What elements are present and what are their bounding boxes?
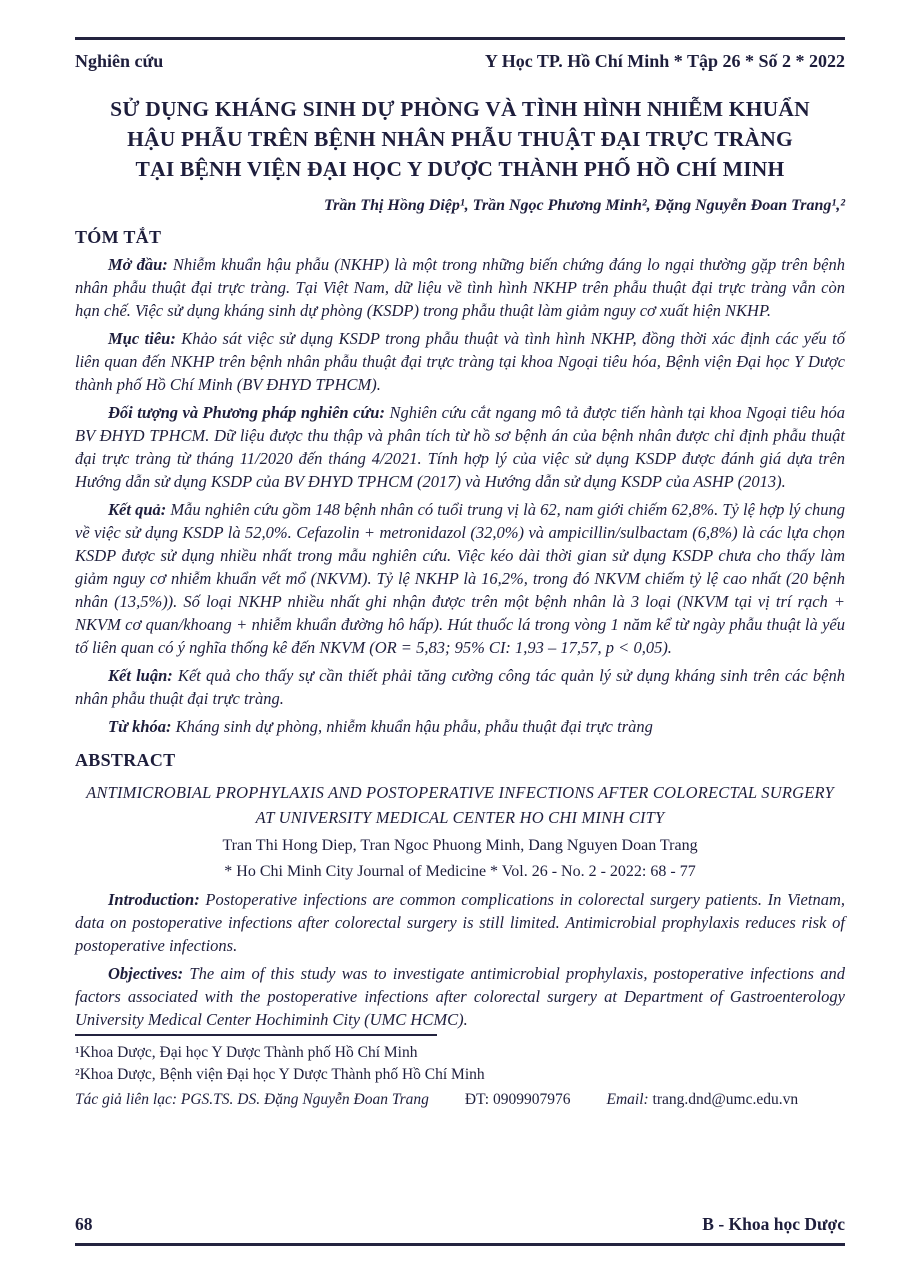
phone-label: ĐT: bbox=[464, 1091, 490, 1108]
affiliation-line-1: ¹Khoa Dược, Đại học Y Dược Thành phố Hồ Chí Minh bbox=[75, 1044, 418, 1061]
paragraph-label: Kết luận: bbox=[108, 666, 173, 685]
paragraph-label: Introduction: bbox=[108, 890, 200, 909]
para-tu-khoa bbox=[75, 715, 845, 738]
abstract-heading: ABSTRACT bbox=[75, 750, 176, 770]
paragraph-text: Kháng sinh dự phòng, nhiễm khuẩn hậu phẫu, phẫu thuật đại trực tràng bbox=[171, 717, 653, 736]
para-introduction bbox=[75, 888, 845, 957]
paragraph-label: Từ khóa: bbox=[108, 717, 172, 736]
para-ket-qua bbox=[75, 498, 845, 659]
para-objectives bbox=[75, 962, 845, 1031]
paragraph-label: Kết quả: bbox=[108, 500, 167, 519]
contact-author: Tác giả liên lạc: PGS.TS. DS. Đặng Nguyễn Đoan Trang bbox=[75, 1091, 429, 1108]
paragraph-text: Mẫu nghiên cứu gồm 148 bệnh nhân có tuổi trung vị là 62, nam giới chiếm 62,8%. Tỷ lệ hợp lý chung về việc sử dụng KSDP là 52,0%. Cefazolin + metronidazol (32,0%) và ampicillin/sulbactam (6,8%) là các lựa chọn KSDP được sử dụng nhiều nhất trong mẫu nghiên cứu. Việc kéo dài thời gian sử dụng KSDP chưa cho thấy làm giảm nguy cơ nhiễm khuẩn vết mổ (NKVM). Tỷ lệ NKHP là 16,2%, trong đó NKVM chiếm tỷ lệ cao nhất (20 bệnh nhân (13,5%)). Số loại NKHP nhiều nhất ghi nhận được trên một bệnh nhân là 3 loại (NKVM tại vị trí rạch + NKVM cơ quan/khoang + nhiễm khuẩn đường hô hấp). Hút thuốc lá trong vòng 1 năm kể từ ngày phẫu thuật là yếu tố liên quan có ý nghĩa thống kê đến NKVM (OR = 5,83; 95% CI: 1,93 – 17,57, p < 0,05). bbox=[75, 500, 845, 657]
journal-citation-line: * Ho Chi Minh City Journal of Medicine * Vol. 26 - No. 2 - 2022: 68 - 77 bbox=[224, 863, 696, 880]
affiliation-line-2: ²Khoa Dược, Bệnh viện Đại học Y Dược Thành phố Hồ Chí Minh bbox=[75, 1066, 485, 1083]
abstract-title-en: ANTIMICROBIAL PROPHYLAXIS AND POSTOPERATIVE INFECTIONS AFTER COLORECTAL SURGERY AT UNIVERSITY MEDICAL CENTER HO CHI MINH CITY bbox=[86, 783, 834, 827]
email-address: trang.dnd@umc.edu.vn bbox=[652, 1091, 799, 1108]
tomtat-heading: TÓM TẮT bbox=[75, 227, 162, 247]
section-footer-label: B - Khoa học Dược bbox=[702, 1214, 845, 1234]
para-muc-tieu bbox=[75, 327, 845, 396]
header-journal-info: Y Học TP. Hồ Chí Minh * Tập 26 * Số 2 * 2022 bbox=[484, 51, 845, 71]
abstract-authors-en: Tran Thi Hong Diep, Tran Ngoc Phuong Minh, Dang Nguyen Doan Trang bbox=[222, 837, 698, 854]
title-line-1: SỬ DỤNG KHÁNG SINH DỰ PHÒNG VÀ TÌNH HÌNH NHIỄM KHUẨN bbox=[110, 97, 810, 121]
footnote-separator bbox=[75, 1034, 437, 1036]
paragraph-text: Nhiễm khuẩn hậu phẫu (NKHP) là một trong những biến chứng đáng lo ngại thường gặp trên bệnh nhân phẫu thuật đại trực tràng. Tại Việt Nam, dữ liệu về tình hình NKHP trên phẫu thuật đại trực tràng vẫn còn hạn chế. Việc sử dụng kháng sinh dự phòng (KSDP) trong phẫu thuật làm giảm nguy cơ xuất hiện NKHP. bbox=[75, 255, 845, 320]
title-line-2: HẬU PHẪU TRÊN BỆNH NHÂN PHẪU THUẬT ĐẠI TRỰC TRÀNG bbox=[127, 127, 793, 151]
email-label: Email: bbox=[606, 1091, 649, 1108]
para-mo-dau bbox=[75, 253, 845, 322]
paragraph-label: Mục tiêu: bbox=[108, 329, 176, 348]
page-header bbox=[75, 51, 845, 72]
paragraph-label: Đối tượng và Phương pháp nghiên cứu: bbox=[108, 403, 385, 422]
paragraph-text: Nghiên cứu cắt ngang mô tả được tiến hành tại khoa Ngoại tiêu hóa BV ĐHYD TPHCM. Dữ liệu được thu thập và phân tích từ hồ sơ bệnh án của bệnh nhân được chỉ định phẫu thuật đại trực tràng từ tháng 11/2020 đến tháng 4/2021. Tính hợp lý của việc sử dụng KSDP được đánh giá dựa trên Hướng dẫn sử dụng KSDP của BV ĐHYD TPHCM (2017) và Hướng dẫn sử dụng KSDP của ASHP (2013). bbox=[75, 403, 845, 491]
email-group bbox=[606, 1089, 798, 1111]
header-section-label: Nghiên cứu bbox=[75, 51, 164, 71]
title-line-3: TẠI BỆNH VIỆN ĐẠI HỌC Y DƯỢC THÀNH PHỐ HỒ CHÍ MINH bbox=[135, 157, 785, 181]
para-doi-tuong-phuong-phap bbox=[75, 401, 845, 493]
top-rule bbox=[75, 37, 845, 40]
paragraph-text: The aim of this study was to investigate antimicrobial prophylaxis, postoperative infections and factors associated with the postoperative infections after colorectal surgery at Department of Gastroenterology University Medical Center Hochiminh City (UMC HCMC). bbox=[75, 964, 845, 1029]
article-title bbox=[75, 94, 845, 184]
paragraph-text: Kết quả cho thấy sự cần thiết phải tăng cường công tác quản lý sử dụng kháng sinh trên các bệnh nhân phẫu thuật đại trực tràng. bbox=[75, 666, 845, 708]
bottom-rule bbox=[75, 1243, 845, 1246]
para-ket-luan bbox=[75, 664, 845, 710]
phone-group bbox=[465, 1089, 571, 1111]
page-number: 68 bbox=[75, 1214, 93, 1234]
paragraph-label: Objectives: bbox=[108, 964, 184, 983]
page-footer bbox=[75, 1214, 845, 1235]
phone-number: 0909907976 bbox=[492, 1091, 571, 1108]
authors-line: Trần Thị Hồng Diệp¹, Trần Ngọc Phương Minh², Đặng Nguyễn Đoan Trang¹,² bbox=[324, 197, 845, 214]
paragraph-label: Mở đầu: bbox=[108, 255, 168, 274]
paragraph-text: Khảo sát việc sử dụng KSDP trong phẫu thuật và tình hình NKHP, đồng thời xác định các yếu tố liên quan đến NKHP trên bệnh nhân phẫu thuật đại trực tràng tại khoa Ngoại tiêu hóa, Bệnh viện Đại học Y Dược thành phố Hồ Chí Minh (BV ĐHYD TPHCM). bbox=[75, 329, 845, 394]
paragraph-text: Postoperative infections are common complications in colorectal surgery patients. In Vietnam, data on postoperative infections after colorectal surgery is still limited. Antimicrobial prophylaxis reduces risk of postoperative infections. bbox=[75, 890, 845, 955]
contact-line bbox=[75, 1089, 845, 1111]
affiliations-block bbox=[75, 1042, 845, 1086]
